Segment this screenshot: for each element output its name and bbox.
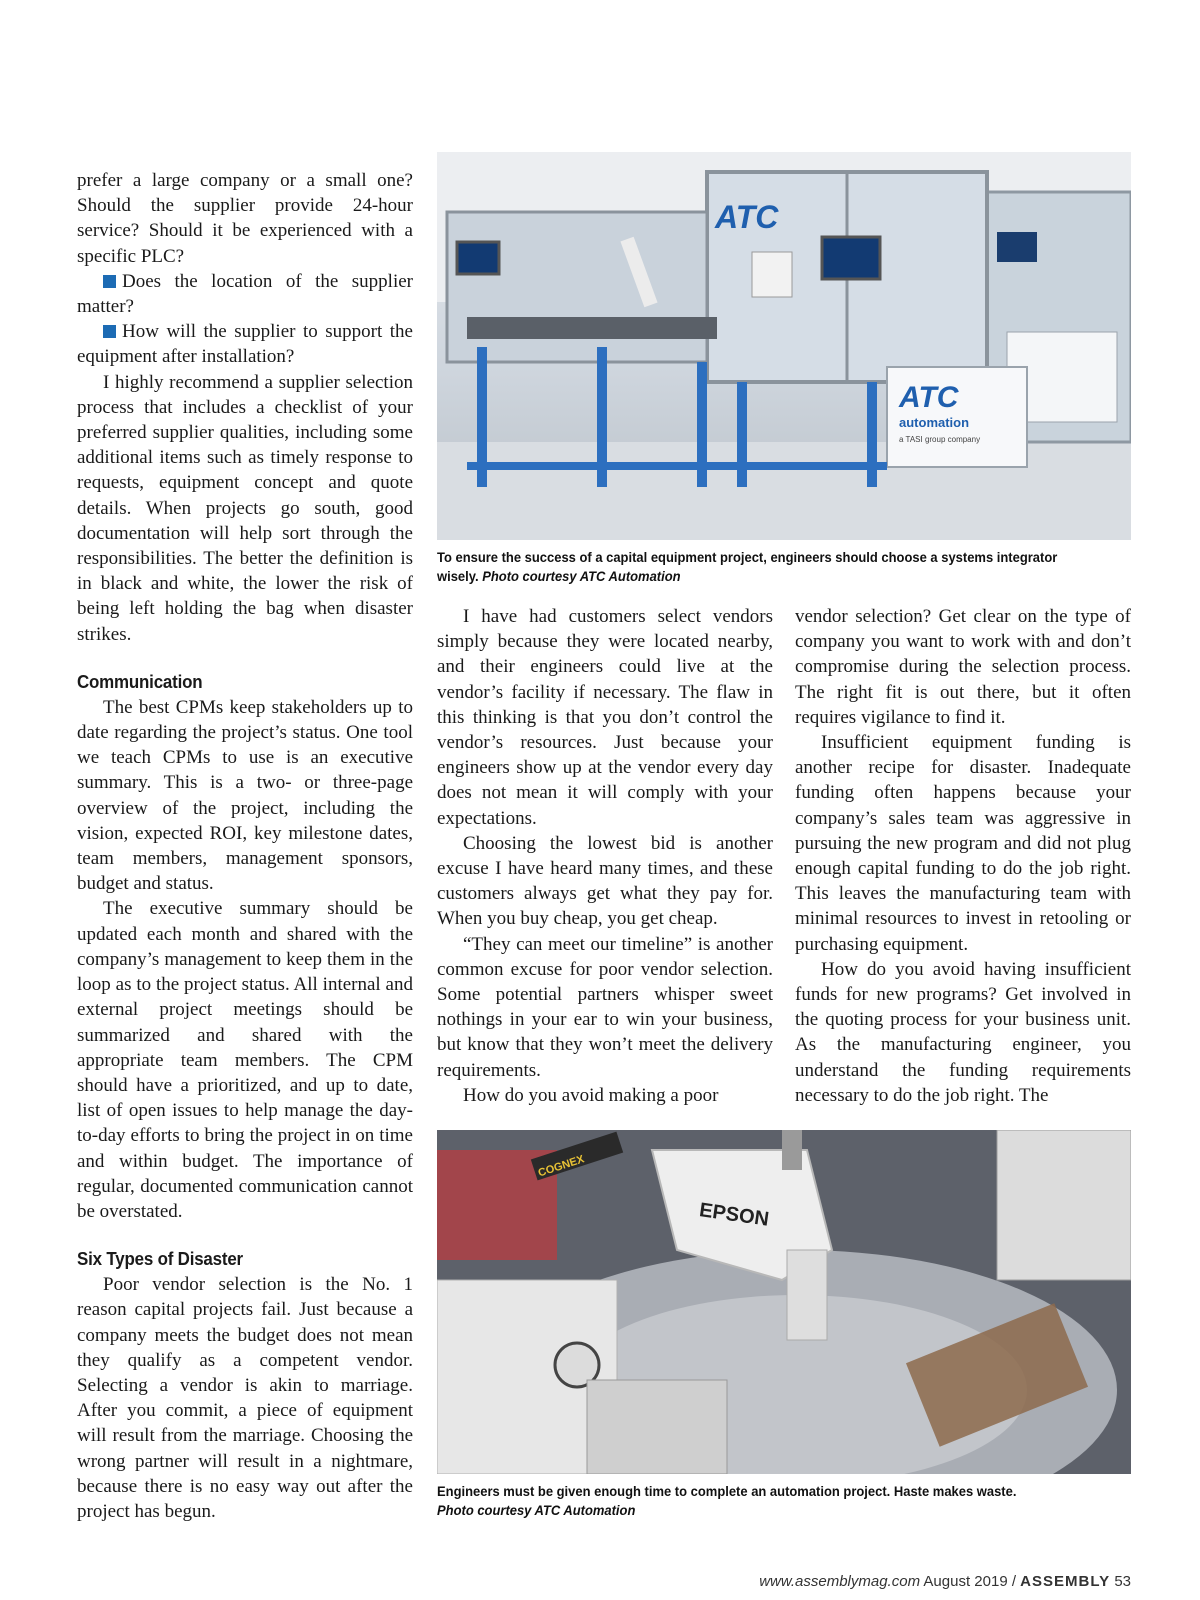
bullet-text: Does the location of the supplier matter? [77, 270, 413, 318]
article-column-3 [795, 604, 1131, 1108]
caption-text: To ensure the success of a capital equipment project, engineers should choose a systems integrator wisely. [437, 550, 1058, 584]
paragraph: vendor selection? Get clear on the type of company you want to work with and don’t compromise during the selection process. The right fit is out there, but it often requires vigilance to find it. [795, 606, 1131, 728]
square-bullet-icon [103, 275, 116, 288]
paragraph: Insufficient equipment funding is another recipe for disaster. Inadequate funding often happens because your company’s sales team was aggressive in pursuing the new program and did not plug enough capital funding to do the job right. This leaves the manufacturing team with minimal resources to invest in retooling or purchasing equipment. [795, 732, 1131, 955]
paragraph: The executive summary should be updated each month and shared with the company’s management to keep them in the loop as to the project status. All internal and external project meetings should be summarized and shared with the appropriate team members. The CPM should have a prioritized, and up to date, list of open issues to help manage the day-to-day efforts to bring the project in on time and within budget. The importance of regular, documented communication cannot be overstated. [77, 898, 413, 1222]
footer-issue: August 2019 / [923, 1573, 1016, 1590]
photo-caption-2 [437, 1482, 1089, 1520]
caption-text: Engineers must be given enough time to complete an automation project. Haste makes waste. [437, 1484, 1017, 1499]
cognex-label: COGNEX [536, 1153, 586, 1180]
footer-magazine: ASSEMBLY [1020, 1573, 1111, 1590]
footer-url: www.assemblymag.com [759, 1573, 921, 1590]
paragraph: I have had customers select vendors simply because they were located nearby, and their engineers could live at the vendor’s facility if necessary. The flaw in this thinking is that you don’t control the vendor’s resources. Just because your engineers show up at the vendor every day does not mean it will comply with your expectations. [437, 606, 773, 829]
paragraph: Choosing the lowest bid is another excuse I have heard many times, and these customers always get what they pay for. When you buy cheap, you get cheap. [437, 832, 773, 930]
automation-cells-illustration [437, 152, 1131, 540]
paragraph: How do you avoid having insufficient funds for new programs? Get involved in the quoting process for your business unit. As the manufacturing engineer, you understand the funding requirements necessary to do the job right. The [795, 958, 1131, 1106]
paragraph: “They can meet our timeline” is another common excuse for poor vendor selection. Some potential partners whisper sweet nothings in your ear to win your business, but know that they won’t meet the delivery requirements. [437, 933, 773, 1081]
bullet-item [77, 269, 413, 319]
epson-label: EPSON [697, 1199, 771, 1231]
photo-caption-1 [437, 548, 1089, 586]
caption-credit: Photo courtesy ATC Automation [437, 1503, 636, 1518]
square-bullet-icon [103, 325, 116, 338]
paragraph: The best CPMs keep stakeholders up to date regarding the project’s status. One tool we teach CPMs to use is an executive summary. This is a two- or three-page overview of the project, including the vision, expected ROI, key milestone dates, team members, management sponsors, budget and status. [77, 696, 413, 895]
intro-paragraph: prefer a large company or a small one? Should the supplier provide 24-hour service? Should it be experienced with a specific PLC? [77, 170, 413, 267]
paragraph: I highly recommend a supplier selection process that includes a checklist of your preferred supplier qualities, including some additional items such as timely response to requests, equipment concept and quote details. When projects go south, good documentation will help sort through the responsibilities. The better the definition is in black and white, the lower the risk of being left holding the bag when disaster strikes. [77, 371, 413, 645]
photo-atc-automation-cells [437, 152, 1131, 540]
atc-logo-top: ATC [715, 199, 779, 235]
photo-epson-robot [437, 1130, 1131, 1474]
bullet-text: How will the supplier to support the equipment after installation? [77, 321, 413, 368]
caption-credit: Photo courtesy ATC Automation [482, 569, 681, 584]
paragraph: Poor vendor selection is the No. 1 reason capital projects fail. Just because a company meets the budget does not mean they qualify as a competent vendor. Selecting a vendor is akin to marriage. After you commit, a piece of equipment will result from the marriage. Choosing the wrong partner will result in a nightmare, because there is no easy way out after the project has begun. [77, 1274, 413, 1522]
footer-page-number: 53 [1114, 1573, 1131, 1590]
atc-logo-tag: a TASI group company [899, 435, 981, 444]
page-footer [759, 1573, 1131, 1590]
paragraph: How do you avoid making a poor [463, 1084, 719, 1106]
atc-logo-cabinet: ATC [899, 381, 959, 414]
bullet-item [77, 319, 413, 369]
article-column-2 [437, 604, 773, 1108]
section-heading-communication: Communication [77, 671, 203, 692]
atc-logo-sub: automation [899, 415, 970, 430]
section-heading-disaster: Six Types of Disaster [77, 1249, 243, 1270]
article-column-1 [77, 168, 413, 1524]
epson-robot-illustration [437, 1130, 1131, 1474]
